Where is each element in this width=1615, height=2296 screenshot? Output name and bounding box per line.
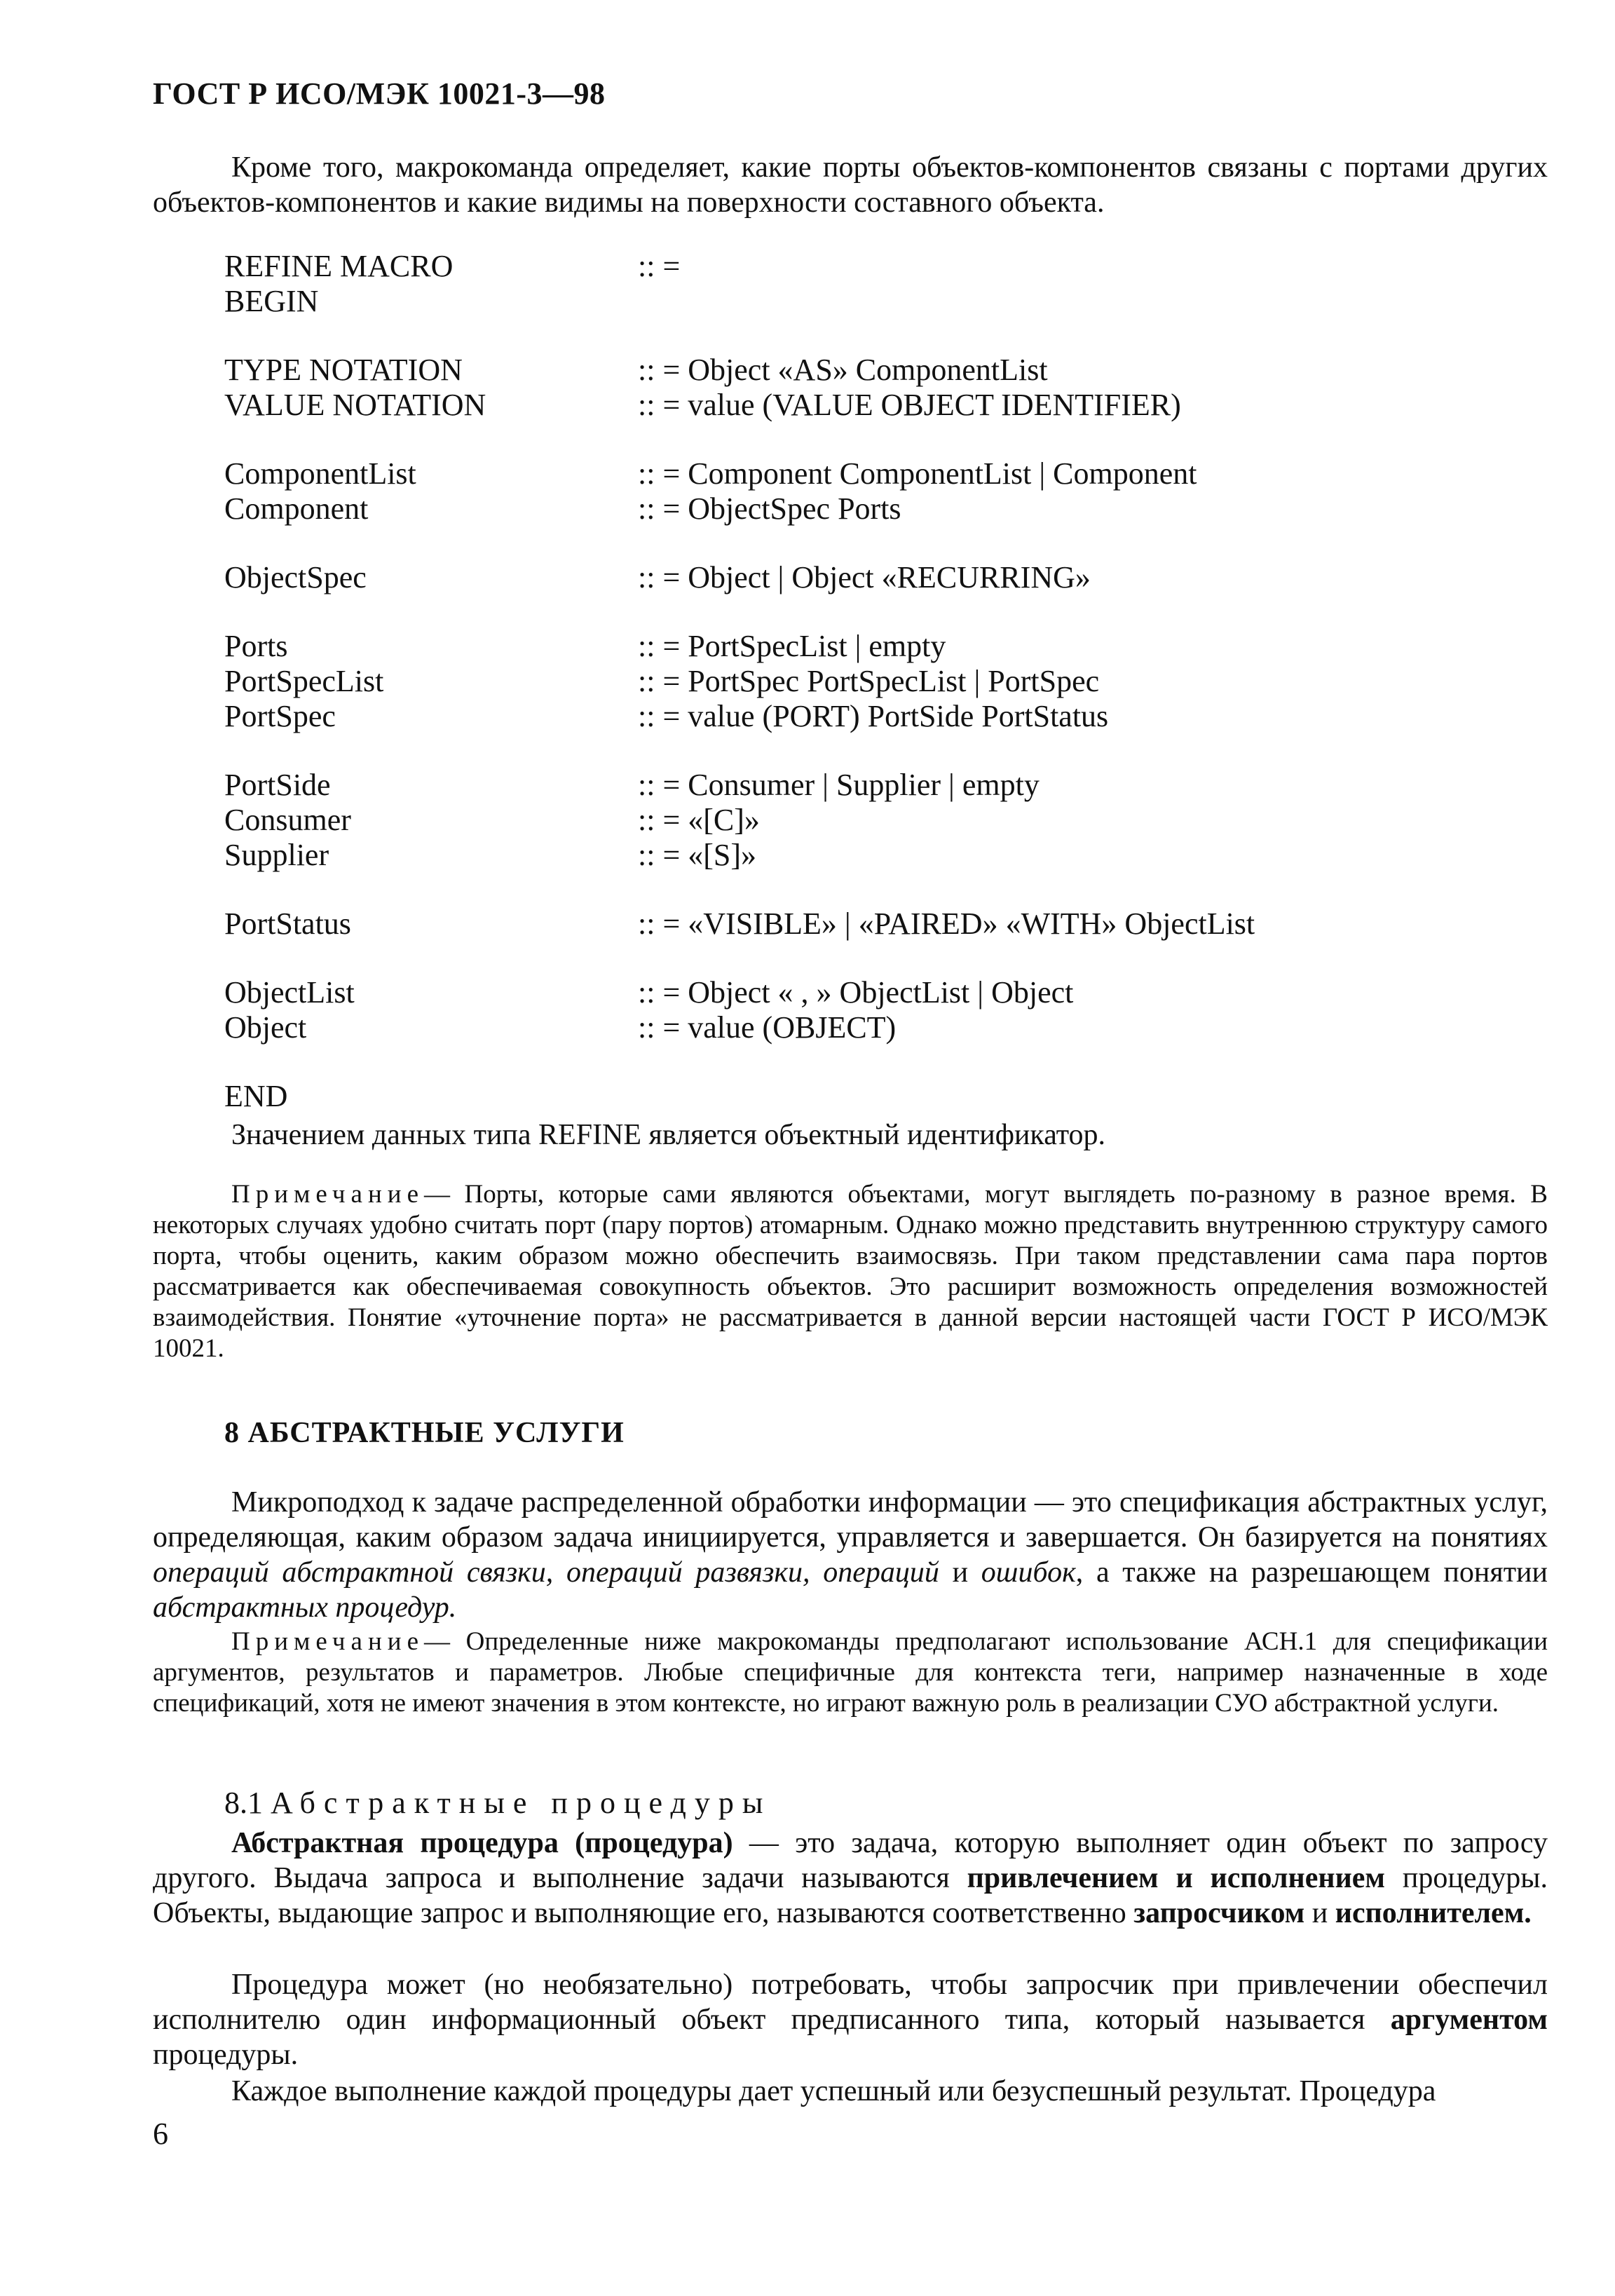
note-label: Примечание	[231, 1627, 424, 1656]
grammar-definition: :: = «[C]»	[638, 803, 760, 837]
note-label: Примечание	[231, 1180, 424, 1209]
grammar-definition: :: = Component ComponentList | Component	[638, 456, 1197, 491]
grammar-definition: :: = Object | Object «RECURRING»	[638, 560, 1091, 595]
grammar-definition: :: = «VISIBLE» | «PAIRED» «WITH» ObjectList	[638, 906, 1255, 941]
grammar-definition: :: = value (OBJECT)	[638, 1010, 897, 1045]
grammar-term: Consumer	[224, 803, 351, 837]
page-number: 6	[153, 2117, 168, 2151]
note-macros	[153, 1626, 1548, 1719]
grammar-definition: :: = value (PORT) PortSide PortStatus	[638, 699, 1109, 733]
grammar-term: ObjectList	[224, 975, 355, 1010]
grammar-term: Supplier	[224, 838, 329, 872]
grammar-term: Ports	[224, 629, 288, 663]
grammar-definition: :: =	[638, 249, 681, 283]
grammar-term: ObjectSpec	[224, 560, 367, 595]
section81-paragraph-3: Каждое выполнение каждой процедуры дает успешный или безуспешный результат. Процедура	[231, 2075, 1436, 2107]
note-text: — Определенные ниже макрокоманды предполагают использование АСН.1 для спецификации аргументов, результатов и параметров. Любые специфичные для контекста теги, например назначенные в ходе спецификаций, хотя не имеют значения в этом контексте, но играют важную роль в реализации СУО абстрактной услуги.	[153, 1627, 1548, 1718]
grammar-term: PortSpecList	[224, 664, 384, 698]
grammar-term: END	[224, 1079, 288, 1113]
section81-paragraph-1: Абстрактная процедура (процедура) — это задача, которую выполняет один объект по запросу другого. Выдача запроса и выполнение задачи называются привлечением и исполнением процедуры. Объекты, выдающие запрос и выполняющие его, называются соответственно запросчиком и исполнителем.	[153, 1827, 1548, 1929]
section8-paragraph: Микроподход к задаче распределенной обработки информации — это спецификация абстрактных услуг, определяющая, каким образом задача инициируется, управляется и завершается. Он базируется на понятиях операций абстрактной связки, операций развязки, операций и ошибок, а также на разрешающем понятии абстрактных процедур.	[153, 1486, 1548, 1624]
grammar-definition: :: = «[S]»	[638, 838, 757, 872]
note-text: — Порты, которые сами являются объектами, могут выглядеть по-разному в разное время. В некоторых случаях удобно считать порт (пару портов) атомарным. Однако можно представить внутреннюю структуру самого порта, чтобы оценить, каким образом можно обеспечить взаимосвязь. При таком представлении сама пара портов рассматривается как обеспечиваемая совокупность объектов. Это расширит возможность определения возможностей взаимодействия. Понятие «уточнение порта» не рассматривается в данной версии настоящей части ГОСТ Р ИСО/МЭК 10021.	[153, 1180, 1548, 1363]
note-ports	[153, 1179, 1548, 1364]
grammar-term: BEGIN	[224, 284, 319, 318]
section-title: 8 АБСТРАКТНЫЕ УСЛУГИ	[224, 1417, 625, 1449]
grammar-definition: :: = ObjectSpec Ports	[638, 491, 901, 526]
grammar-definition: :: = Consumer | Supplier | empty	[638, 768, 1040, 802]
grammar-term: PortSide	[224, 768, 331, 802]
subsection-title: 8.1 Абстрактные процедуры	[224, 1786, 772, 1820]
value-sentence: Значением данных типа REFINE является объектный идентификатор.	[231, 1119, 1106, 1151]
grammar-definition: :: = Object « , » ObjectList | Object	[638, 975, 1074, 1010]
grammar-definition: :: = value (VALUE OBJECT IDENTIFIER)	[638, 388, 1181, 422]
grammar-term: PortStatus	[224, 906, 351, 941]
grammar-term: Component	[224, 491, 369, 526]
document-header: ГОСТ Р ИСО/МЭК 10021-3—98	[153, 76, 606, 111]
grammar-definition: :: = Object «AS» ComponentList	[638, 353, 1048, 387]
grammar-term: Object	[224, 1010, 307, 1045]
section81-paragraph-2: Процедура может (но необязательно) потребовать, чтобы запросчик при привлечении обеспечил исполнителю один информационный объект предписанного типа, который называется аргументом процедуры.	[153, 1969, 1548, 2071]
grammar-term: ComponentList	[224, 456, 416, 491]
grammar-term: VALUE NOTATION	[224, 388, 486, 422]
grammar-term: REFINE MACRO	[224, 249, 454, 283]
grammar-definition: :: = PortSpec PortSpecList | PortSpec	[638, 664, 1100, 698]
grammar-definition: :: = PortSpecList | empty	[638, 629, 946, 663]
grammar-term: TYPE NOTATION	[224, 353, 463, 387]
intro-paragraph: Кроме того, макрокоманда определяет, какие порты объектов-компонентов связаны с портами других объектов-компонентов и какие видимы на поверхности составного объекта.	[153, 151, 1548, 219]
grammar-term: PortSpec	[224, 699, 336, 733]
